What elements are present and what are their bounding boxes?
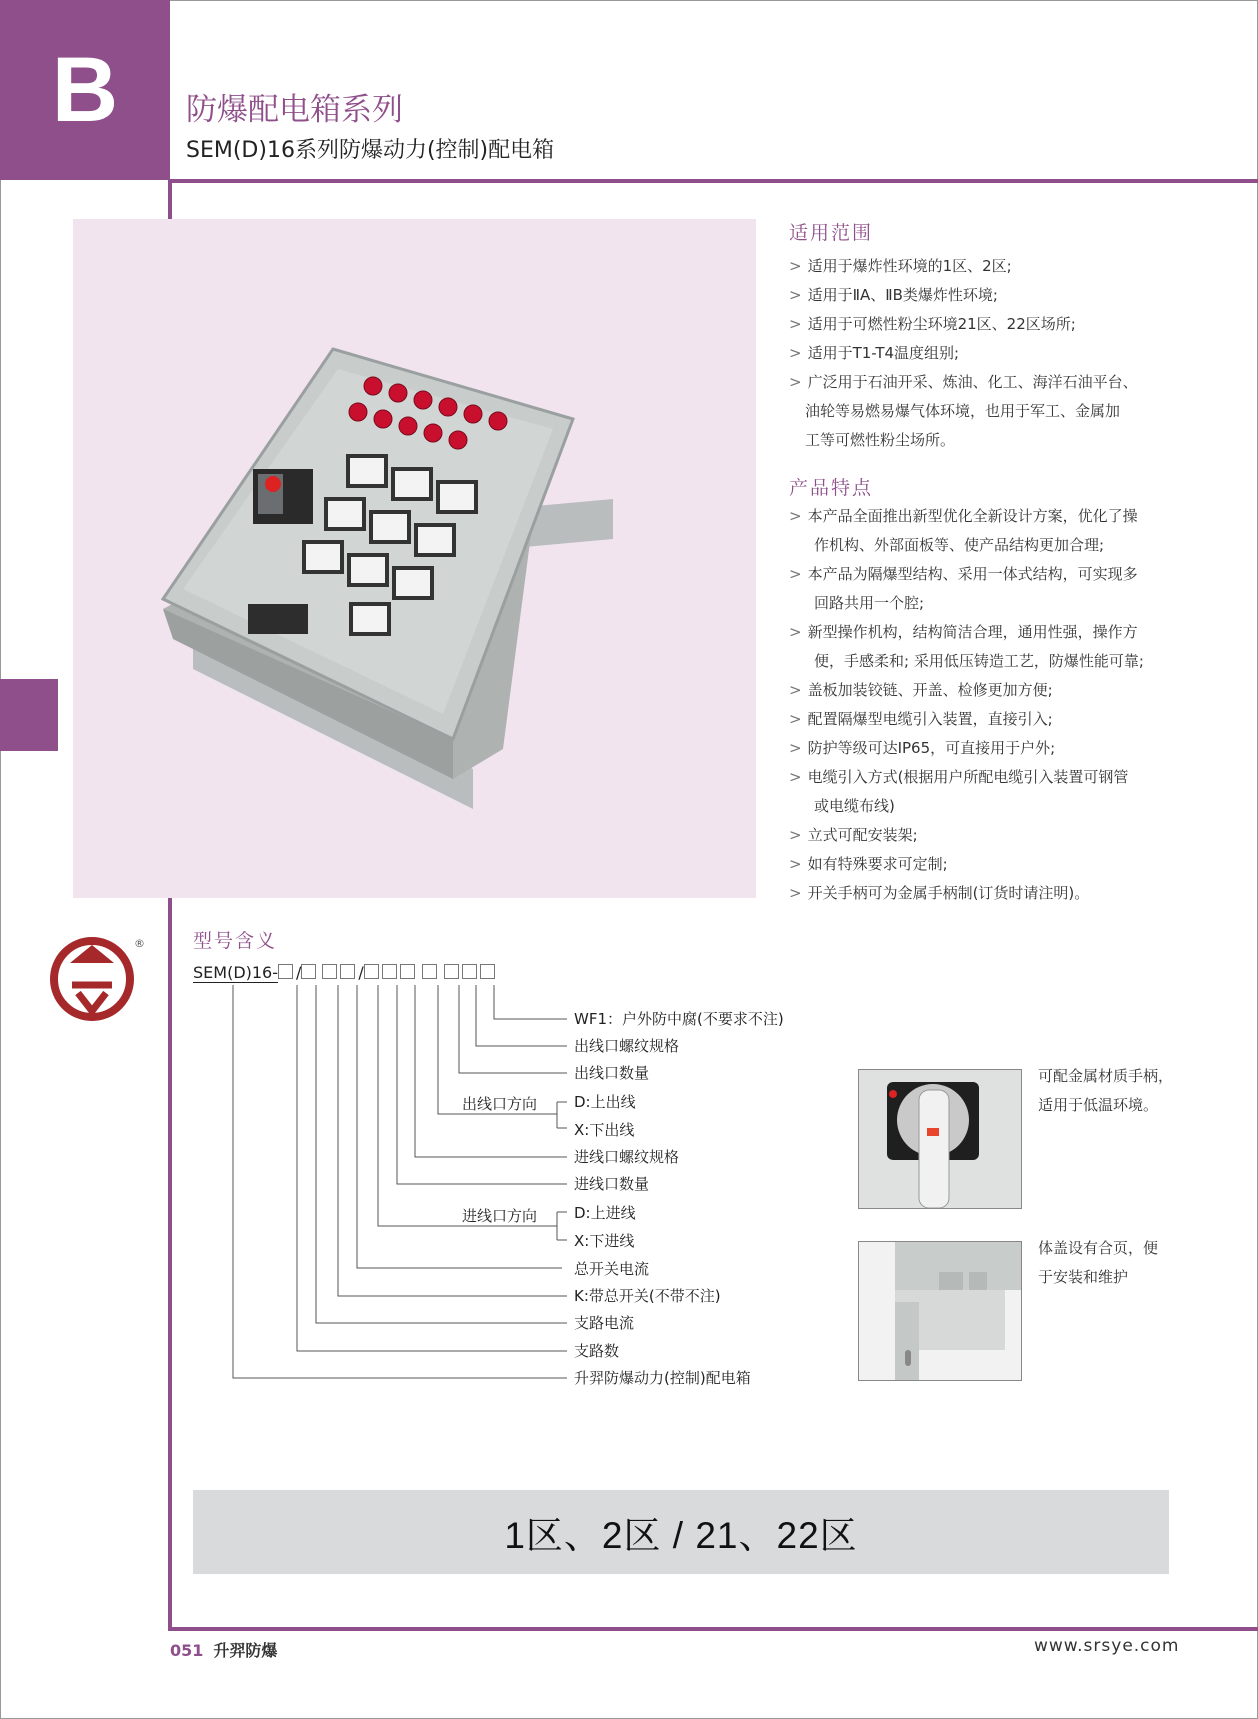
scope-item: > 适用于ⅡA、ⅡB类爆炸性环境; — [789, 286, 998, 304]
feature-item: > 立式可配安装架; — [789, 826, 918, 844]
model-label: 支路数 — [574, 1342, 620, 1360]
model-label: 出线口螺纹规格 — [574, 1037, 680, 1055]
hinge-note: 体盖设有合页，便 于安装和维护 — [1038, 1239, 1159, 1286]
feature-item: > 新型操作机构，结构简洁合理，通用性强，操作方 便，手感柔和; 采用低压铸造工艺，防爆性能可靠; — [789, 623, 1144, 670]
feature-item: > 本产品为隔爆型结构、采用一体式结构，可实现多 回路共用一个腔; — [789, 565, 1138, 612]
footer-left — [170, 1638, 277, 1661]
feature-item: > 盖板加装铰链、开盖、检修更加方便; — [789, 681, 1053, 699]
model-label: 进线口数量 — [574, 1175, 650, 1193]
feature-item: > 本产品全面推出新型优化全新设计方案，优化了操 作机构、外部面板等、使产品结构更加合理; — [789, 507, 1138, 554]
section-letter: B — [0, 0, 170, 180]
handle-note: 可配金属材质手柄， 适用于低温环境。 — [1038, 1067, 1174, 1114]
model-label: 出线口数量 — [574, 1064, 650, 1082]
hinge-photo — [858, 1241, 1022, 1381]
model-label: D:上进线 — [574, 1204, 636, 1222]
model-label: WF1：户外防中腐(不要求不注) — [574, 1010, 784, 1028]
outlet-direction-label: 出线口方向 — [462, 1095, 538, 1113]
scope-item: > 广泛用于石油开采、炼油、化工、海洋石油平台、 油轮等易燃易爆气体环境，也用于军工、金属加 工等可燃性粉尘场所。 — [789, 373, 1138, 449]
feature-item: > 如有特殊要求可定制; — [789, 855, 948, 873]
handle-photo — [858, 1069, 1022, 1209]
model-label: 支路电流 — [574, 1314, 635, 1332]
model-label: X:下进线 — [574, 1232, 635, 1250]
model-label: K:带总开关(不带不注) — [574, 1287, 721, 1305]
model-label: X:下出线 — [574, 1121, 635, 1139]
footer-website[interactable]: www.srsye.com — [1034, 1636, 1180, 1656]
page-title: 防爆配电箱系列 — [186, 92, 403, 128]
svg-text:®: ® — [134, 937, 145, 950]
zone-banner: 1区、2区 / 21、22区 — [193, 1490, 1169, 1574]
scope-item: > 适用于可燃性粉尘环境21区、22区场所; — [789, 315, 1076, 333]
feature-item: > 电缆引入方式(根据用户所配电缆引入装置可钢管 或电缆布线) — [789, 768, 1129, 815]
model-code: SEM(D)16- / / — [193, 963, 498, 982]
model-heading: 型号含义 — [193, 930, 278, 952]
scope-heading: 适用范围 — [789, 222, 874, 244]
page-number: 051 — [170, 1641, 204, 1660]
features-heading: 产品特点 — [789, 477, 874, 499]
feature-item: > 开关手柄可为金属手柄制(订货时请注明)。 — [789, 884, 1090, 902]
model-label: 进线口螺纹规格 — [574, 1148, 680, 1166]
feature-item: > 防护等级可达IP65，可直接用于户外; — [789, 739, 1056, 757]
page-subtitle: SEM(D)16系列防爆动力(控制)配电箱 — [186, 138, 555, 163]
scope-item: > 适用于爆炸性环境的1区、2区; — [789, 257, 1012, 275]
scope-item: > 适用于T1-T4温度组别; — [789, 344, 960, 362]
model-label: 升羿防爆动力(控制)配电箱 — [574, 1369, 751, 1387]
feature-item: > 配置隔爆型电缆引入装置，直接引入; — [789, 710, 1053, 728]
model-label: D:上出线 — [574, 1093, 636, 1111]
model-label: 总开关电流 — [574, 1260, 650, 1278]
footer-brand: 升羿防爆 — [213, 1641, 278, 1660]
inlet-direction-label: 进线口方向 — [462, 1207, 538, 1225]
model-prefix: SEM(D)16- — [193, 963, 279, 982]
